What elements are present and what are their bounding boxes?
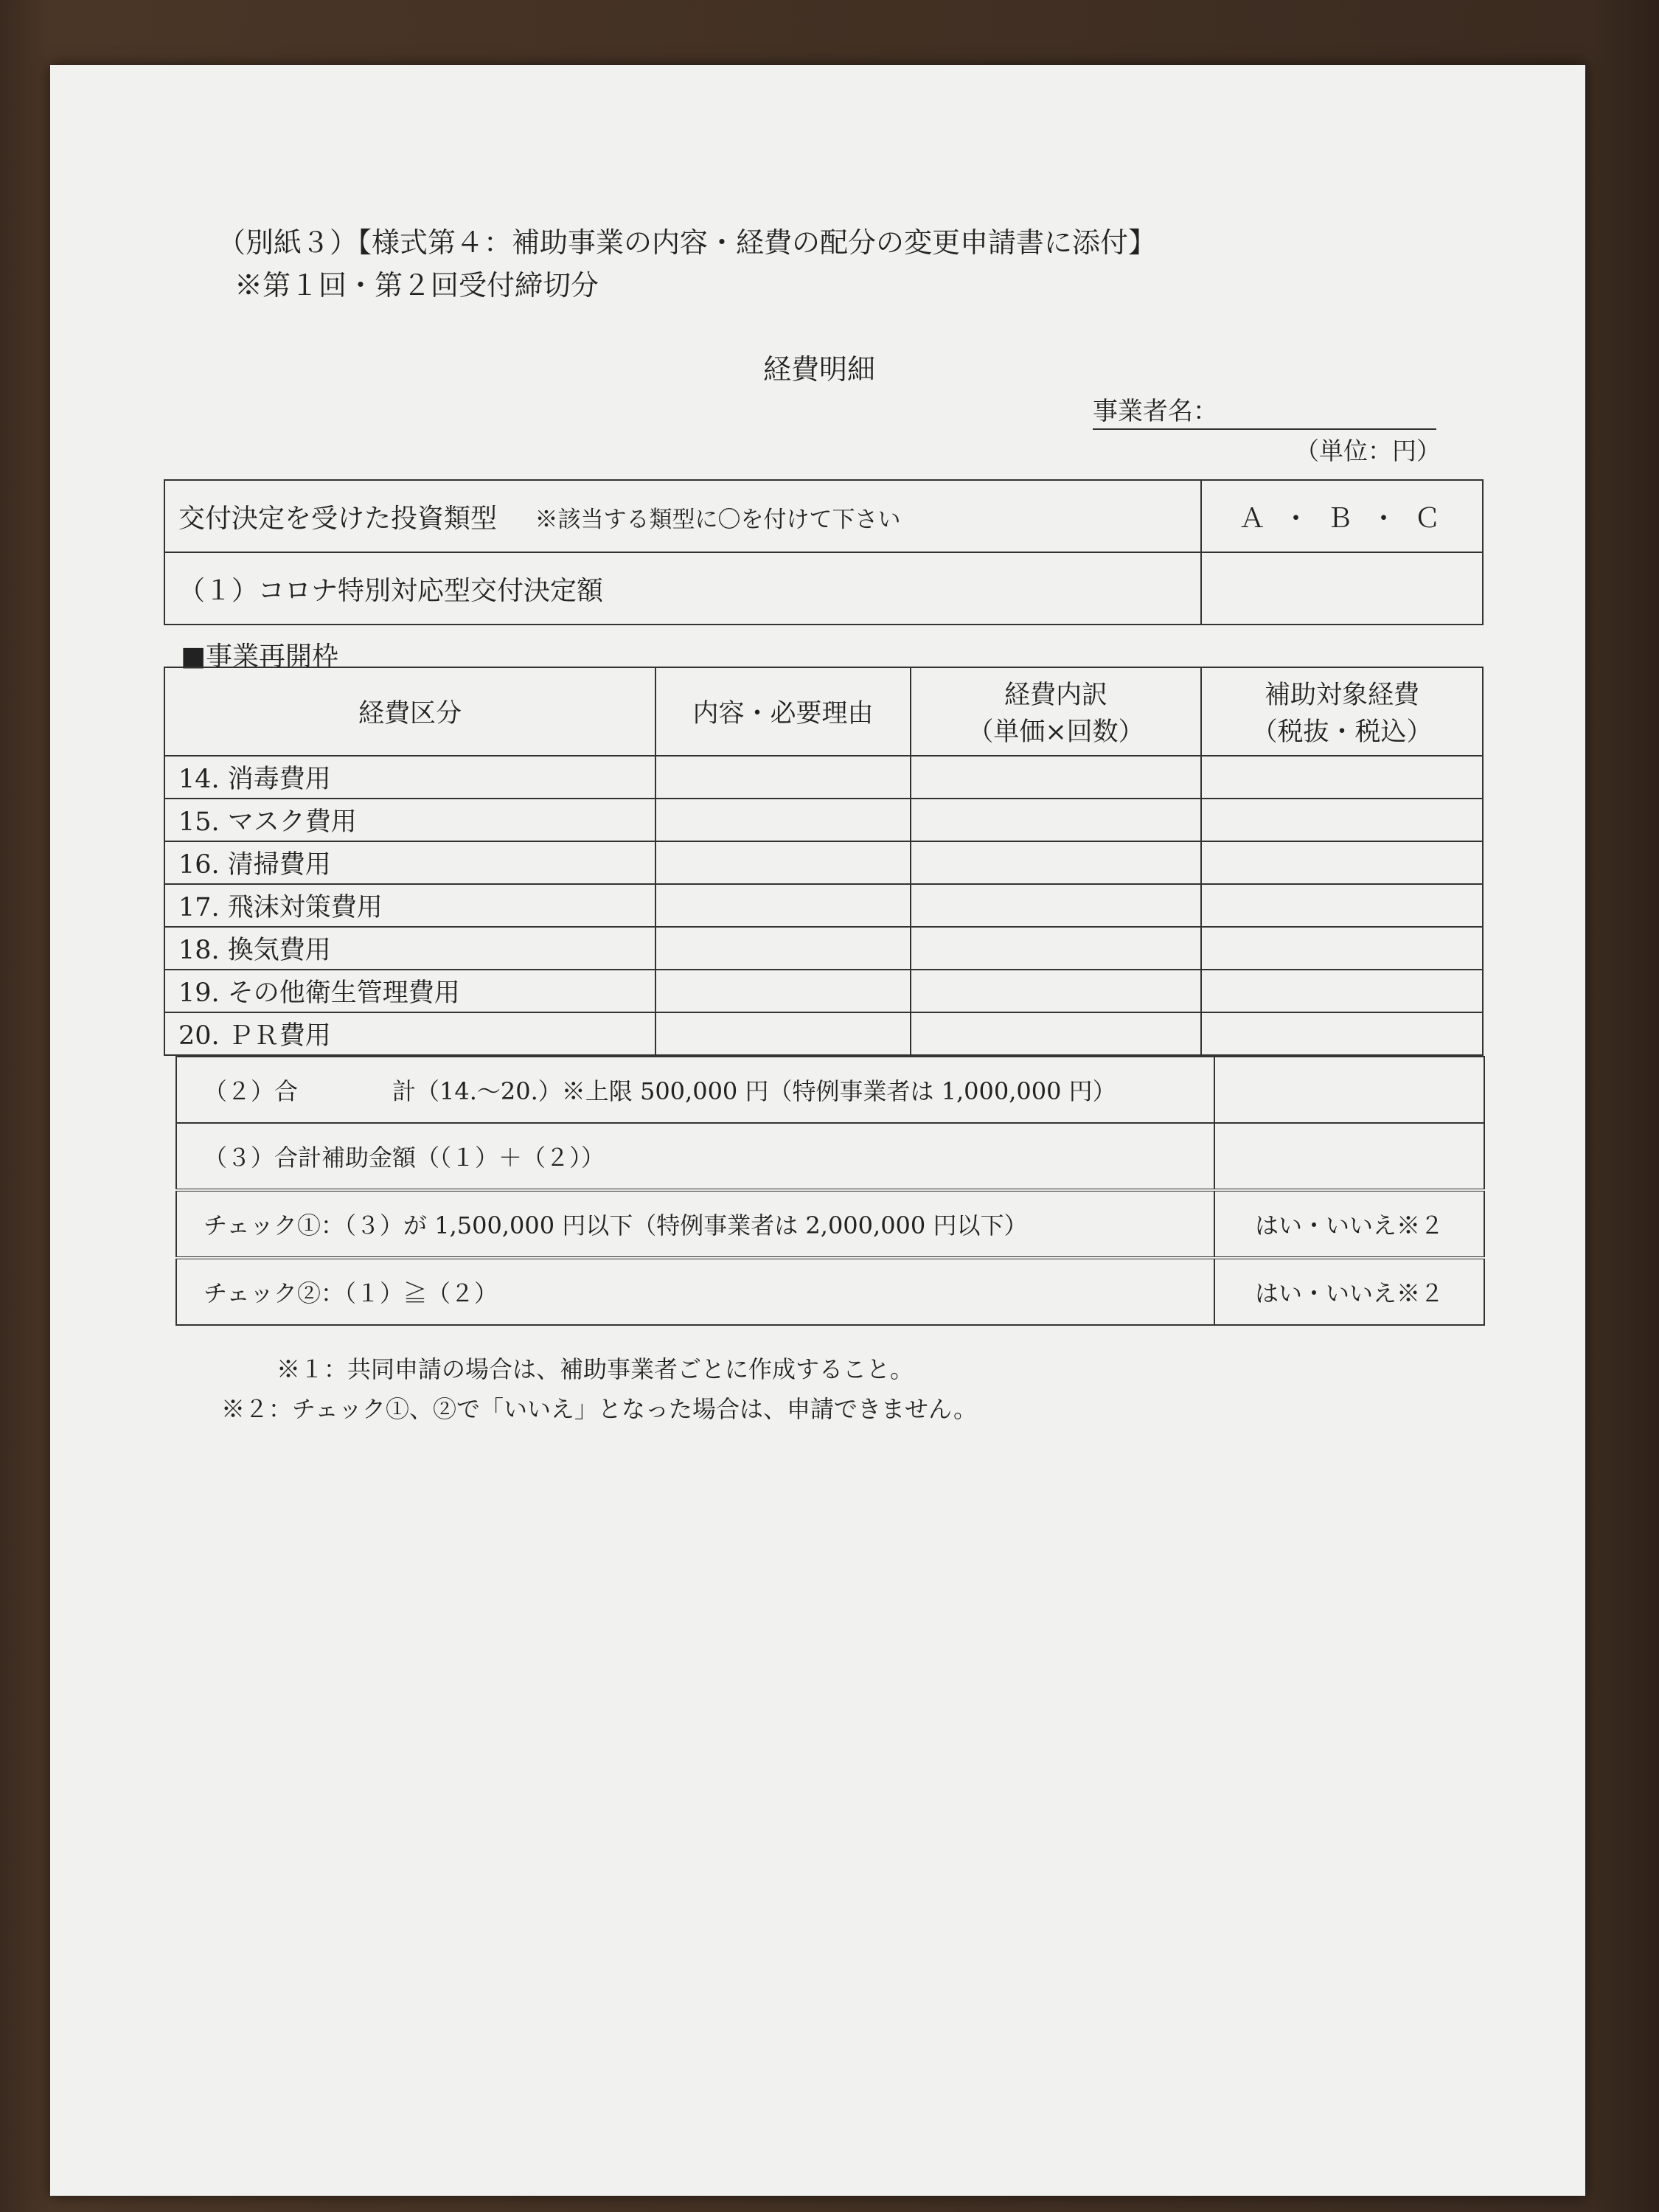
- grand-total-label: （３）合計補助金額（（１）＋（２））: [176, 1123, 1214, 1190]
- row-amount-cell[interactable]: [1201, 884, 1483, 927]
- check1-label: チェック①：（３）が 1,500,000 円以下（特例事業者は 2,000,000 円以下）: [176, 1190, 1214, 1258]
- business-name-field[interactable]: 事業者名：: [1093, 391, 1436, 430]
- investment-type-choice[interactable]: Ａ ・ Ｂ ・ Ｃ: [1201, 480, 1483, 552]
- row-breakdown-cell[interactable]: [911, 970, 1201, 1012]
- header-breakdown-line2: （単価×回数）: [967, 717, 1144, 747]
- row-label: 16. 清掃費用: [164, 841, 655, 884]
- investment-type-table: [164, 479, 1484, 625]
- footnote-2: ※２：チェック①、②で「いいえ」となった場合は、申請できません。: [221, 1395, 977, 1423]
- table-row: [164, 841, 1483, 884]
- header-expense-category: 経費区分: [164, 667, 655, 756]
- table-row: [164, 756, 1483, 799]
- row-amount-cell[interactable]: [1201, 970, 1483, 1012]
- row-breakdown-cell[interactable]: [911, 756, 1201, 799]
- section-title: ■事業再開枠: [181, 641, 339, 672]
- row-content-cell[interactable]: [655, 884, 911, 927]
- row-content-cell[interactable]: [655, 970, 911, 1012]
- row-content-cell[interactable]: [655, 756, 911, 799]
- row-label: 20. ＰＲ費用: [164, 1012, 655, 1055]
- unit-label: （単位：円）: [1295, 437, 1441, 465]
- table-row: [164, 799, 1483, 841]
- investment-type-note: ※該当する類型に〇を付けて下さい: [535, 506, 901, 533]
- investment-type-label: 交付決定を受けた投資類型: [178, 503, 498, 534]
- row-amount-cell[interactable]: [1201, 1012, 1483, 1055]
- row-label: 15. マスク費用: [164, 799, 655, 841]
- row-content-cell[interactable]: [655, 1012, 911, 1055]
- header-eligible-expense: [1201, 667, 1483, 756]
- row-content-cell[interactable]: [655, 799, 911, 841]
- row-breakdown-cell[interactable]: [911, 799, 1201, 841]
- row-label: 17. 飛沫対策費用: [164, 884, 655, 927]
- row-amount-cell[interactable]: [1201, 927, 1483, 970]
- check2-answer[interactable]: はい・いいえ※２: [1214, 1258, 1484, 1325]
- row-breakdown-cell[interactable]: [911, 1012, 1201, 1055]
- row-amount-cell[interactable]: [1201, 756, 1483, 799]
- deadline-note: ※第１回・第２回受付締切分: [234, 269, 599, 302]
- corona-grant-label: （１）コロナ特別対応型交付決定額: [164, 552, 1201, 625]
- row-content-cell[interactable]: [655, 841, 911, 884]
- summary-table: [175, 1056, 1485, 1326]
- table-row: [164, 1012, 1483, 1055]
- header-content-reason: 内容・必要理由: [655, 667, 911, 756]
- investment-type-cell: [164, 480, 1201, 552]
- total-amount[interactable]: [1214, 1057, 1484, 1123]
- grand-total-amount[interactable]: [1214, 1123, 1484, 1190]
- form-heading: （別紙３）【様式第４：補助事業の内容・経費の配分の変更申請書に添付】: [218, 226, 1157, 259]
- row-amount-cell[interactable]: [1201, 841, 1483, 884]
- total-label: （２）合 計（14.～20.）※上限 500,000 円（特例事業者は 1,000,000 円）: [176, 1057, 1214, 1123]
- check2-label: チェック②：（１）≧（２）: [176, 1258, 1214, 1325]
- header-eligible-line1: 補助対象経費: [1264, 681, 1419, 710]
- row-label: 18. 換気費用: [164, 927, 655, 970]
- row-amount-cell[interactable]: [1201, 799, 1483, 841]
- header-breakdown-line1: 経費内訳: [1004, 681, 1107, 710]
- row-breakdown-cell[interactable]: [911, 927, 1201, 970]
- table-row: [164, 927, 1483, 970]
- table-row: [164, 884, 1483, 927]
- footnote-1: ※１：共同申請の場合は、補助事業者ごとに作成すること。: [276, 1355, 914, 1383]
- row-content-cell[interactable]: [655, 927, 911, 970]
- row-label: 14. 消毒費用: [164, 756, 655, 799]
- row-breakdown-cell[interactable]: [911, 884, 1201, 927]
- row-breakdown-cell[interactable]: [911, 841, 1201, 884]
- corona-grant-amount[interactable]: [1201, 552, 1483, 625]
- check1-answer[interactable]: はい・いいえ※２: [1214, 1190, 1484, 1258]
- header-expense-breakdown: [911, 667, 1201, 756]
- document-title: 経費明細: [763, 353, 876, 386]
- header-eligible-line2: （税抜・税込）: [1251, 717, 1433, 747]
- row-label: 19. その他衛生管理費用: [164, 970, 655, 1012]
- table-row: [164, 970, 1483, 1012]
- expense-table: [164, 667, 1484, 1056]
